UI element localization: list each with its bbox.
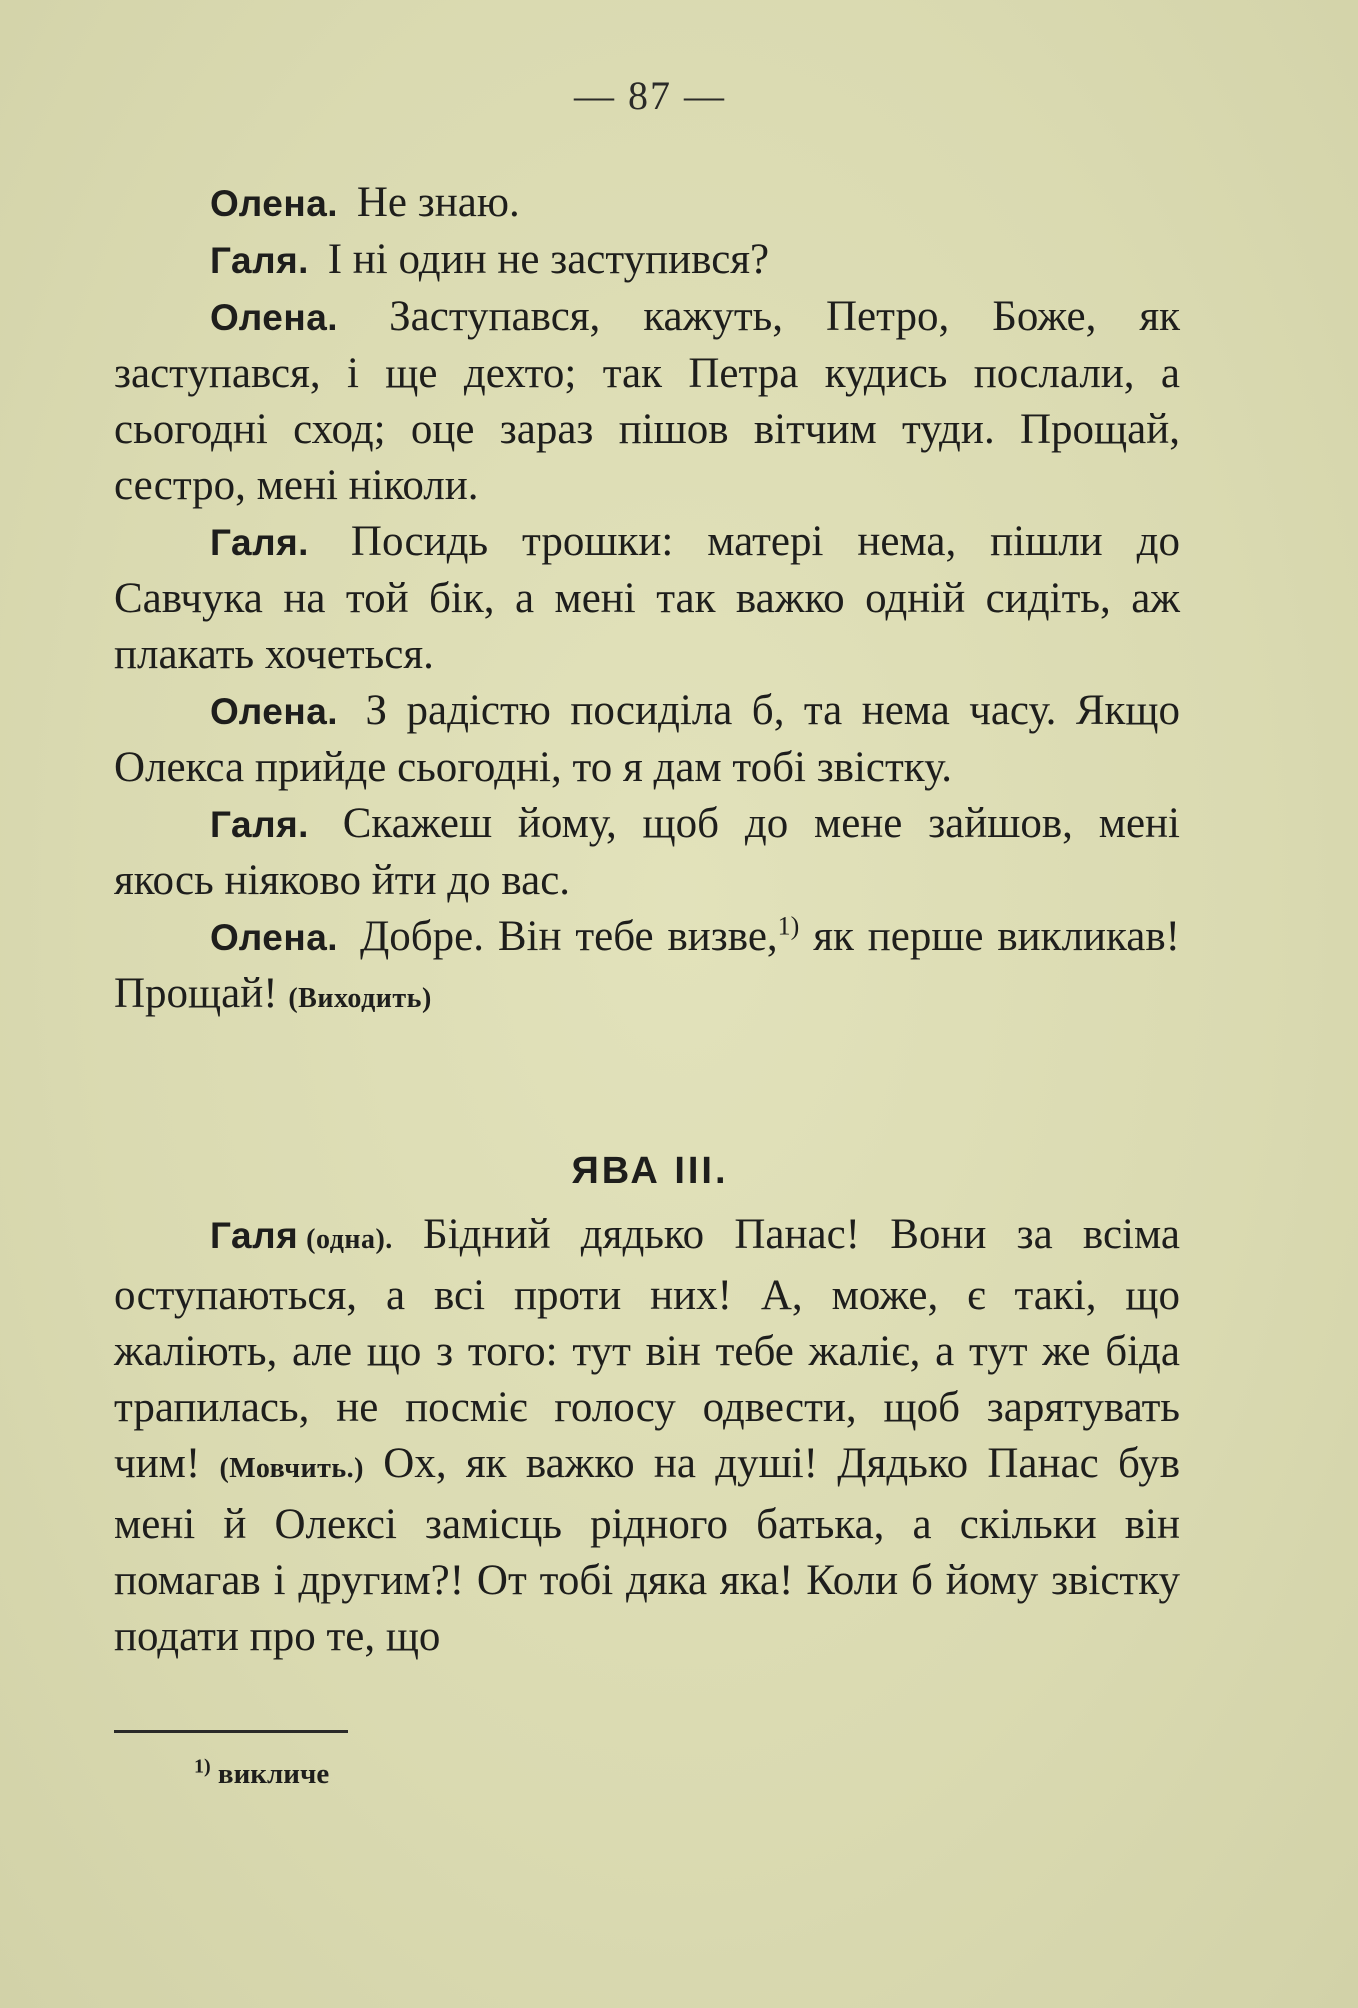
line-text: Заступався, кажуть, Петро, Боже, як заступався, і ще дехто; так Петра кудись послали, а сьогодні сход; оце зараз пішов вітчим туди. Прощай, сестро, мені ніколи. [114,293,1180,509]
line-text: Бідний дядько Панас! Вони за всіма оступаються, а всі проти них! А, може, є такі, що жаліють, але що з того: тут він тебе жаліє, а тут же біда трапилась, не посміє голосу одвести, щоб зарятувать чим! [114,1211,1180,1487]
dialogue-line [114,289,1180,514]
footnote-divider [114,1730,348,1733]
stage-direction: (Виходить) [288,983,432,1014]
line-text: Добре. Він тебе визве, [359,913,778,960]
dialogue-line [114,796,1180,909]
dialogue-line [114,909,1180,1027]
line-text: Не знаю. [356,179,520,226]
footnote-reference: 1) [777,911,800,941]
speaker-name: Галя. [210,240,309,281]
speaker-name: Галя. [210,804,309,845]
footnote-mark: 1) [194,1755,211,1778]
footnote-text: викличе [210,1758,330,1790]
page-number: — 87 — [574,73,726,118]
line-text: Скажеш йому, щоб до мене зайшов, мені якось ніяково йти до вас. [114,800,1180,904]
line-text: З радістю посиділа б, та нема часу. Якщо Олекса прийде сьогодні, то я дам тобі звістку. [114,687,1181,791]
speaker-name: Олена. [210,183,339,224]
speaker-name: Олена. [210,917,339,958]
dialogue-line [114,514,1180,683]
speaker-name: Олена. [210,691,339,732]
monologue-block [114,1207,1180,1665]
line-text: Посидь трошки: матері нема, пішли до Савчука на той бік, а мені так важко одній сидіть, аж плакать хочеться. [114,518,1181,678]
dialogue-line [114,683,1180,796]
stage-direction: (одна). [306,1224,393,1255]
speaker-name: Галя. [210,522,309,563]
line-text: Ох, як важко на душі! Дядько Панас був мені й Олексі замісць рідного батька, а скільки він помагав і другим?! От тобі дяка яка! Коли б йому звістку подати про те, що [114,1440,1180,1660]
dialogue-block [114,175,1180,1027]
line-text: як перше викликав! Прощай! [114,913,1180,1017]
stage-direction: (Мовчить.) [219,1453,365,1484]
speaker-name: Олена. [210,297,339,338]
speaker-name: Галя [210,1215,299,1256]
footnote [194,1755,330,1791]
line-text: І ні один не заступився? [327,236,770,283]
dialogue-line [114,175,1180,232]
scene-heading: ЯВА III. [571,1150,729,1192]
monologue-paragraph [114,1207,1180,1665]
dialogue-line [114,232,1180,289]
